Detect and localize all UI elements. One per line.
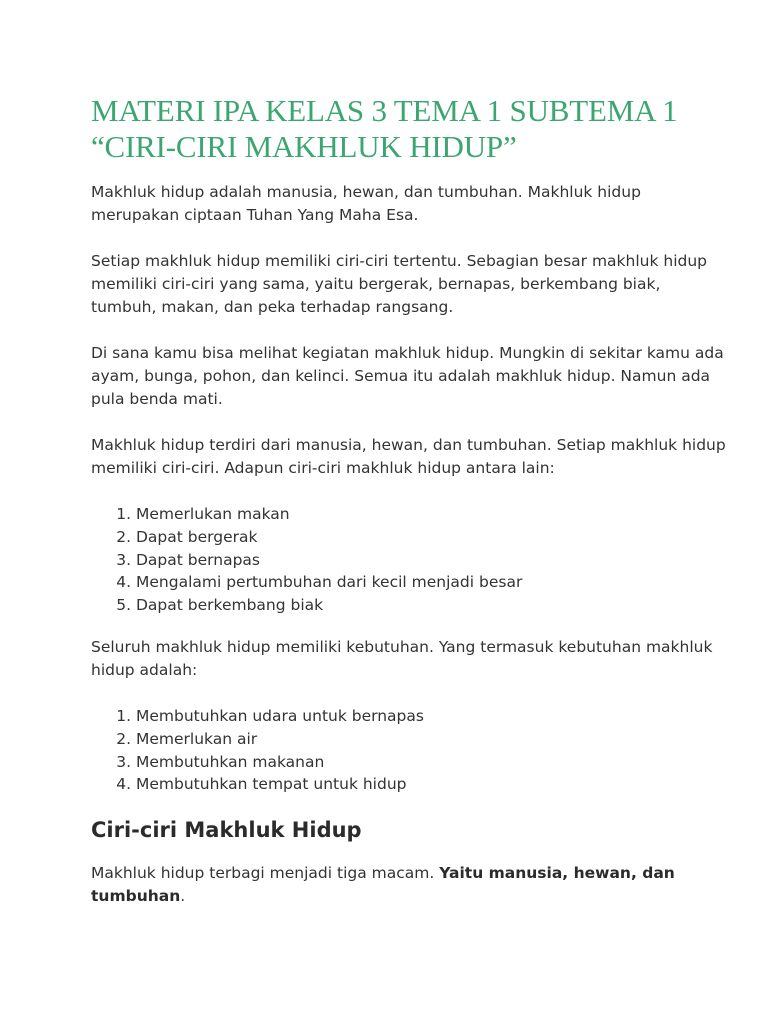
- paragraph-types-text: Makhluk hidup terbagi menjadi tiga macam.: [91, 864, 440, 883]
- paragraph-needs-intro: Seluruh makhluk hidup memiliki kebutuhan. Yang termasuk kebutuhan makhluk hidup adalah:: [91, 637, 713, 679]
- paragraph-types: [91, 862, 728, 908]
- list-item: 4. Membutuhkan tempat untuk hidup: [136, 773, 728, 796]
- list-item: 2. Dapat bergerak: [136, 526, 728, 549]
- paragraph-types-end: .: [180, 887, 186, 906]
- needs-list: [91, 705, 728, 796]
- page-title-line-2: “CIRI-CIRI MAKHLUK HIDUP”: [91, 129, 517, 164]
- list-item: 2. Memerlukan air: [136, 728, 728, 751]
- characteristics-list: [91, 503, 728, 617]
- list-item: 1. Membutuhkan udara untuk bernapas: [136, 705, 728, 728]
- page-title: [91, 93, 728, 165]
- paragraph-examples: Di sana kamu bisa melihat kegiatan makhluk hidup. Mungkin di sekitar kamu ada ayam, bunga, pohon, dan kelinci. Semua itu adalah makhluk hidup. Namun ada pula benda mati.: [91, 344, 724, 408]
- paragraph-list-intro: Makhluk hidup terdiri dari manusia, hewan, dan tumbuhan. Setiap makhluk hidup memiliki ciri-ciri. Adapun ciri-ciri makhluk hidup antara lain:: [91, 436, 726, 477]
- list-item: 5. Dapat berkembang biak: [136, 594, 728, 617]
- paragraph-intro: Makhluk hidup adalah manusia, hewan, dan tumbuhan. Makhluk hidup merupakan ciptaan Tuhan Yang Maha Esa.: [91, 183, 641, 224]
- list-item: 3. Membutuhkan makanan: [136, 751, 728, 774]
- paragraph-types-bold: Yaitu manusia, hewan, dan tumbuhan: [91, 864, 675, 906]
- page-title-line-1: MATERI IPA KELAS 3 TEMA 1 SUBTEMA 1: [91, 93, 678, 128]
- section-heading: Ciri-ciri Makhluk Hidup: [91, 818, 362, 843]
- paragraph-characteristics: Setiap makhluk hidup memiliki ciri-ciri tertentu. Sebagian besar makhluk hidup memiliki ciri-ciri yang sama, yaitu bergerak, bernapas, berkembang biak, tumbuh, makan, dan peka terhadap rangsang.: [91, 252, 708, 316]
- list-item: 1. Memerlukan makan: [136, 503, 728, 526]
- list-item: 4. Mengalami pertumbuhan dari kecil menjadi besar: [136, 571, 728, 594]
- list-item: 3. Dapat bernapas: [136, 549, 728, 572]
